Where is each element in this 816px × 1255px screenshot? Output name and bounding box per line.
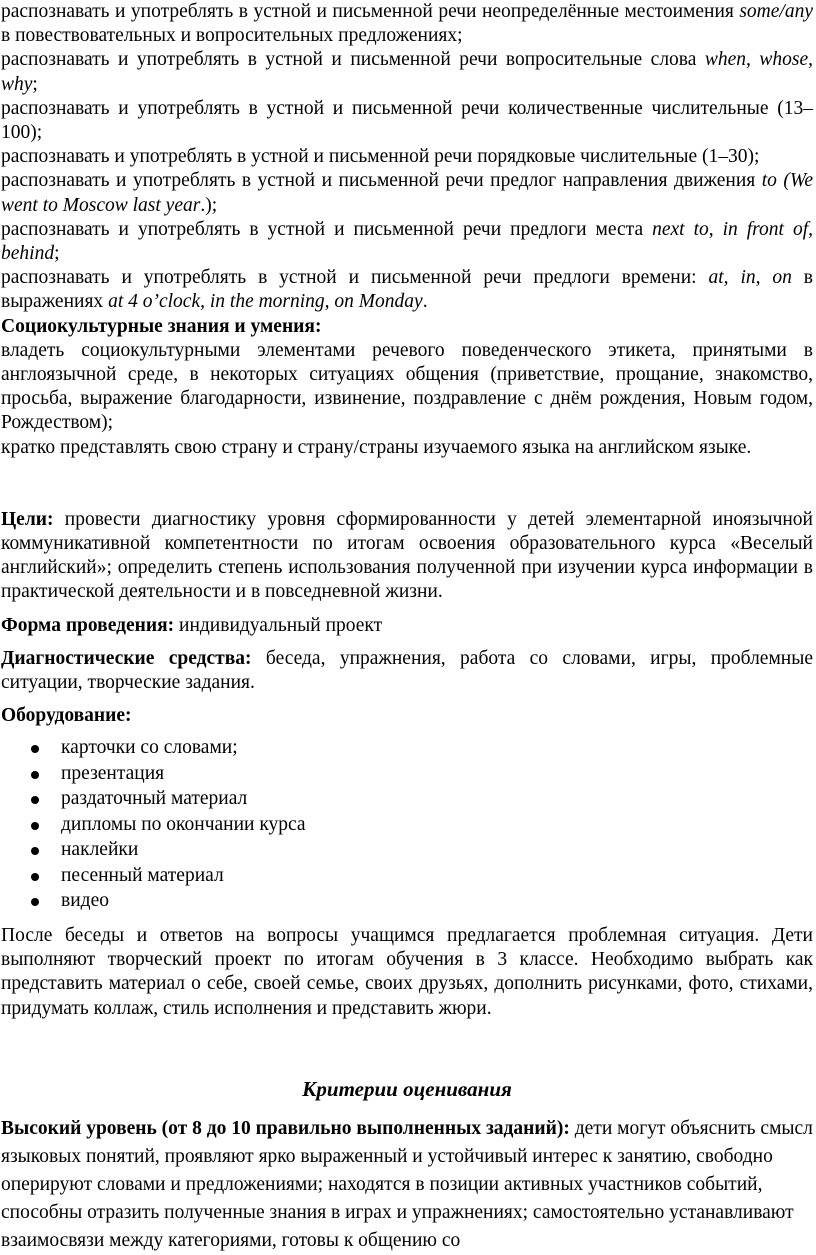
form-paragraph: Форма проведения: индивидуальный проект xyxy=(1,614,383,636)
form-label: Форма проведения: xyxy=(1,614,175,636)
diagnostic-label: Диагностические средства: xyxy=(1,647,252,669)
goals-paragraph: Цели: провести диагностику уровня сформированности у детей элементарной иноязычной коммуникативной компетентности по итогам освоения образовательного курса «Веселый английский»; определить степень использования полученной при изучении курса информации в практической деятельности и в повседневной жизни. xyxy=(1,508,813,603)
list-item: карточки со словами; xyxy=(1,736,813,762)
list-item: презентация xyxy=(1,762,813,788)
bullet-icon xyxy=(31,847,39,855)
skill-item: распознавать и употреблять в устной и письменной речи количественные числительные (13–100); xyxy=(1,97,813,144)
skill-item: распознавать и употреблять в устной и письменной речи предлоги места next to, in front of, behind; xyxy=(1,218,813,265)
list-item: наклейки xyxy=(1,838,813,864)
bullet-icon xyxy=(31,898,39,906)
list-item: песенный материал xyxy=(1,864,813,890)
criteria-high-paragraph: Высокий уровень (от 8 до 10 правильно выполненных заданий): дети могут объяснить смысл языковых понятий, проявляют ярко выраженный и устойчивый интерес к занятию, свободно оперируют словами и предложениями; находятся в позиции активных участников событий, способны отразить полученные знания в играх и упражнениях; самостоятельно устанавливают взаимосвязи между категориями, готовы к общению со xyxy=(1,1118,813,1251)
list-item: раздаточный материал xyxy=(1,787,813,813)
socio-paragraph: кратко представлять свою страну и страну/страны изучаемого языка на английском языке. xyxy=(1,436,752,458)
equipment-heading: Оборудование: xyxy=(1,705,132,727)
diagnostic-paragraph: Диагностические средства: беседа, упражнения, работа со словами, игры, проблемные ситуации, творческие задания. xyxy=(1,647,813,694)
socio-heading: Социокультурные знания и умения: xyxy=(1,315,322,337)
equipment-list xyxy=(1,736,813,915)
list-item: видео xyxy=(1,889,813,915)
skill-item: распознавать и употреблять в устной и письменной речи вопросительные слова when, whose, why; xyxy=(1,49,813,95)
bullet-icon xyxy=(31,771,39,779)
task-paragraph: После беседы и ответов на вопросы учащимся предлагается проблемная ситуация. Дети выполняют творческий проект по итогам обучения в 3 классе. Необходимо выбрать как представить материал о себе, своей семье, своих друзьях, дополнить рисунками, фото, стихами, придумать коллаж, стиль исполнения и представить жюри. xyxy=(1,924,813,1019)
bullet-icon xyxy=(31,796,39,804)
skill-item: распознавать и употреблять в устной и письменной речи предлог направления движения to (We went to Moscow last year.); xyxy=(1,170,813,216)
skill-item: распознавать и употреблять в устной и письменной речи порядковые числительные (1–30); xyxy=(1,146,760,168)
list-item: дипломы по окончании курса xyxy=(1,813,813,839)
skill-item: распознавать и употреблять в устной и письменной речи неопределённые местоимения some/any в повествовательных и вопросительных предложениях; xyxy=(1,1,813,47)
skill-item: распознавать и употреблять в устной и письменной речи предлоги времени: at, in, on в выражениях at 4 o’clock, in the morning, on Monday. xyxy=(1,267,813,313)
criteria-high-label: Высокий уровень (от 8 до 10 правильно выполненных заданий): xyxy=(1,1118,570,1139)
bullet-icon xyxy=(31,745,39,753)
bullet-icon xyxy=(31,873,39,881)
criteria-title: Критерии оценивания xyxy=(302,1076,512,1101)
socio-paragraph: владеть социокультурными элементами речевого поведенческого этикета, принятыми в англоязычной среде, в некоторых ситуациях общения (приветствие, прощание, знакомство, просьба, выражение благодарности, извинение, поздравление с днём рождения, Новым годом, Рождеством); xyxy=(1,339,813,434)
goals-label: Цели: xyxy=(1,508,54,530)
bullet-icon xyxy=(31,822,39,830)
